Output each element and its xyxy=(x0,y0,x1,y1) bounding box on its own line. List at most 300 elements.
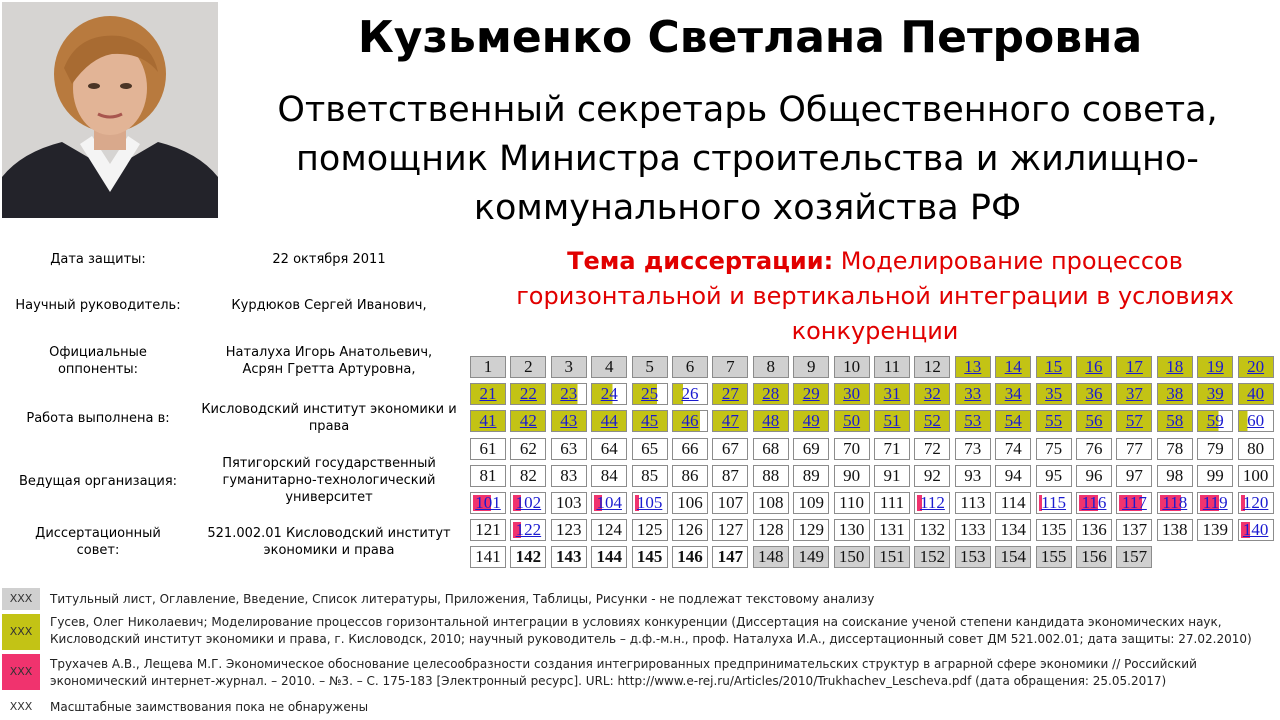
legend-swatch-pink: XXX xyxy=(2,654,40,690)
page-number: 64 xyxy=(600,438,618,458)
page-number: 141 xyxy=(475,547,501,567)
page-cell[interactable] xyxy=(1116,492,1152,514)
page-cell[interactable] xyxy=(1157,492,1193,514)
page-number: 150 xyxy=(838,547,865,567)
page-cell xyxy=(955,465,991,487)
page-number: 15 xyxy=(1045,357,1063,376)
page-cell xyxy=(834,465,870,487)
page-number: 95 xyxy=(1045,465,1063,485)
page-cell[interactable] xyxy=(470,492,506,514)
page-number: 45 xyxy=(641,411,659,431)
info-label: Научный руководитель: xyxy=(15,298,181,313)
page-number: 89 xyxy=(802,465,820,485)
page-number: 48 xyxy=(762,411,780,431)
page-cell xyxy=(672,546,708,568)
page-cell xyxy=(591,356,627,378)
page-number: 29 xyxy=(802,384,820,404)
legend-swatch-none: XXX xyxy=(2,698,40,716)
page-cell xyxy=(914,356,950,378)
page-cell xyxy=(632,465,668,487)
page-number: 36 xyxy=(1085,384,1103,404)
page-number: 124 xyxy=(596,520,622,540)
page-cell[interactable] xyxy=(995,383,1031,405)
legend-swatch-olive: XXX xyxy=(2,614,40,650)
page-cell xyxy=(1157,438,1193,460)
page-number: 101 xyxy=(475,493,501,512)
page-cell xyxy=(632,519,668,541)
page-number: 34 xyxy=(1004,384,1022,404)
page-number: 87 xyxy=(721,465,739,485)
page-number: 122 xyxy=(515,520,542,540)
page-number: 69 xyxy=(802,438,820,458)
page-cell xyxy=(672,438,708,460)
page-number: 76 xyxy=(1085,438,1103,458)
person-name: Кузьменко Светлана Петровна xyxy=(357,12,1143,63)
page-number: 7 xyxy=(726,357,735,376)
info-label: Работа выполнена в: xyxy=(26,411,170,426)
info-value: Пятигорский государственный гуманитарно-технологический университет xyxy=(222,456,436,505)
legend-text: Гусев, Олег Николаевич; Моделирование процессов горизонтальной интеграции в условиях конкуренции (Диссертация на соискание ученой степени кандидата экономических наук, Кисловодский институт экономики и права, г. Кисловодск, 2010; научный руководитель – д.ф.-м.н., проф. Наталуха И.А., диссертационный совет ДМ 521.002.01; дата защиты: 27.02.2010) xyxy=(50,615,1252,646)
page-cell[interactable] xyxy=(753,410,789,432)
info-value: Кисловодский институт экономики и права xyxy=(201,402,457,434)
page-cell[interactable] xyxy=(1197,356,1233,378)
page-cell[interactable] xyxy=(793,410,829,432)
page-cell xyxy=(995,546,1031,568)
page-cell[interactable] xyxy=(672,383,708,405)
page-number: 116 xyxy=(1081,493,1107,512)
page-cell xyxy=(1197,438,1233,460)
page-number: 83 xyxy=(560,465,578,485)
page-cell xyxy=(793,465,829,487)
page-cell xyxy=(591,465,627,487)
page-number: 112 xyxy=(919,493,945,512)
info-value: 22 октября 2011 xyxy=(272,252,386,267)
page-number: 52 xyxy=(923,411,941,431)
page-number: 111 xyxy=(879,493,905,512)
page-cell xyxy=(753,546,789,568)
page-number: 155 xyxy=(1040,547,1067,567)
page-cell xyxy=(1197,465,1233,487)
legend-text: Трухачев А.В., Лещева М.Г. Экономическое обоснование целесообразности создания интегрированных предпринимательских структур в аграрной сфере экономики // Российский экономический интернет-журнал. – 2010. – №3. – С. 175-183 [Электронный ресурс]. URL: http://www.e-rej.ru/Articles/2010/Trukhachev_Lescheva.pdf (дата обращения: 25.05.2017) xyxy=(50,657,1197,688)
page-cell xyxy=(995,492,1031,514)
page-cell xyxy=(793,356,829,378)
page-number: 133 xyxy=(960,520,986,540)
page-number: 110 xyxy=(839,493,865,512)
page-number: 140 xyxy=(1242,520,1269,540)
info-value: Курдюков Сергей Иванович, xyxy=(231,298,427,313)
page-cell[interactable] xyxy=(793,383,829,405)
page-cell xyxy=(834,356,870,378)
page-cell[interactable] xyxy=(1238,356,1274,378)
page-cell[interactable] xyxy=(712,383,748,405)
page-number: 125 xyxy=(636,520,663,540)
page-cell[interactable] xyxy=(1157,356,1193,378)
page-cell xyxy=(632,438,668,460)
page-cell xyxy=(1116,438,1152,460)
page-cell[interactable] xyxy=(632,383,668,405)
page-number: 22 xyxy=(519,384,537,404)
page-number: 99 xyxy=(1206,465,1224,485)
page-cell xyxy=(632,356,668,378)
page-cell xyxy=(874,519,910,541)
page-number: 11 xyxy=(883,357,901,376)
page-cell xyxy=(753,438,789,460)
page-cell xyxy=(955,546,991,568)
page-number: 105 xyxy=(636,493,663,512)
page-cell xyxy=(955,519,991,541)
page-cell xyxy=(753,356,789,378)
page-number: 139 xyxy=(1202,520,1228,540)
page-cell xyxy=(551,465,587,487)
page-number: 25 xyxy=(641,384,659,404)
page-cell[interactable] xyxy=(874,383,910,405)
page-cell[interactable] xyxy=(1116,356,1152,378)
position-line: Ответственный секретарь Общественного совета, xyxy=(277,90,1218,130)
page-cell xyxy=(672,492,708,514)
page-number: 77 xyxy=(1125,438,1143,458)
page-cell[interactable] xyxy=(1157,410,1193,432)
page-cell[interactable] xyxy=(1036,356,1072,378)
info-label: Официальные оппоненты: xyxy=(49,345,147,377)
page-cell xyxy=(793,546,829,568)
page-cell[interactable] xyxy=(1157,383,1193,405)
page-cell xyxy=(672,465,708,487)
page-cell xyxy=(712,438,748,460)
page-number: 135 xyxy=(1040,520,1067,540)
page-number: 85 xyxy=(641,465,659,485)
page-cell xyxy=(551,438,587,460)
page-cell xyxy=(1076,546,1112,568)
page-number: 10 xyxy=(843,357,861,376)
page-number: 49 xyxy=(802,411,820,431)
page-cell[interactable] xyxy=(632,492,668,514)
page-number: 117 xyxy=(1121,493,1147,512)
page-number: 128 xyxy=(758,520,784,540)
page-number: 43 xyxy=(560,411,578,431)
page-cell xyxy=(470,465,506,487)
page-number: 55 xyxy=(1045,411,1063,431)
page-cell[interactable] xyxy=(914,383,950,405)
page-cell xyxy=(874,492,910,514)
page-cell xyxy=(914,519,950,541)
page-number: 5 xyxy=(645,357,654,376)
page-number: 137 xyxy=(1121,520,1148,540)
page-number: 12 xyxy=(923,357,941,376)
page-number: 79 xyxy=(1206,438,1224,458)
page-number: 118 xyxy=(1162,493,1188,512)
page-number: 31 xyxy=(883,384,901,404)
page-number: 96 xyxy=(1085,465,1103,485)
page-cell[interactable] xyxy=(712,410,748,432)
page-cell xyxy=(1036,438,1072,460)
page-cell xyxy=(753,465,789,487)
page-number: 28 xyxy=(762,384,780,404)
page-cell[interactable] xyxy=(591,410,627,432)
page-cell xyxy=(672,519,708,541)
page-number: 152 xyxy=(919,547,946,567)
page-cell[interactable] xyxy=(955,410,991,432)
page-number: 60 xyxy=(1247,411,1265,431)
page-number: 44 xyxy=(600,411,618,431)
page-cell[interactable] xyxy=(510,519,546,541)
page-cell[interactable] xyxy=(1036,383,1072,405)
page-cell[interactable] xyxy=(914,410,950,432)
page-number: 156 xyxy=(1081,547,1107,567)
page-number: 38 xyxy=(1166,384,1184,404)
page-cell[interactable] xyxy=(1197,383,1233,405)
page-number: 127 xyxy=(717,520,744,540)
page-number: 33 xyxy=(964,384,982,404)
page-number: 78 xyxy=(1166,438,1184,458)
page-cell[interactable] xyxy=(510,410,546,432)
page-cell xyxy=(712,492,748,514)
page-cell[interactable] xyxy=(1197,492,1233,514)
page-number: 17 xyxy=(1125,357,1143,376)
page-cell[interactable] xyxy=(834,410,870,432)
page-number: 144 xyxy=(596,547,622,567)
page-number: 68 xyxy=(762,438,780,458)
page-number: 4 xyxy=(604,357,614,376)
page-cell[interactable] xyxy=(470,383,506,405)
page-number: 62 xyxy=(519,438,537,458)
page-number: 136 xyxy=(1081,520,1107,540)
page-cell xyxy=(914,546,950,568)
page-number: 143 xyxy=(556,547,582,567)
topic-label: Тема диссертации: xyxy=(567,247,834,275)
info-label: Диссертационный совет: xyxy=(35,526,161,558)
page-number: 50 xyxy=(843,411,861,431)
page-cell[interactable] xyxy=(1238,383,1274,405)
page-number: 58 xyxy=(1166,411,1184,431)
page-cell xyxy=(1036,465,1072,487)
page-cell[interactable] xyxy=(510,383,546,405)
page-cell xyxy=(551,492,587,514)
page-cell[interactable] xyxy=(470,410,506,432)
page-cell xyxy=(1116,465,1152,487)
page-number: 131 xyxy=(879,520,905,540)
info-value: 521.002.01 Кисловодский институт экономики и права xyxy=(207,526,451,558)
page-cell[interactable] xyxy=(551,383,587,405)
page-number: 53 xyxy=(964,411,982,431)
page-cell[interactable] xyxy=(1036,492,1072,514)
page-number: 46 xyxy=(681,411,699,431)
page-cell xyxy=(1157,519,1193,541)
page-cell[interactable] xyxy=(834,383,870,405)
page-cell[interactable] xyxy=(1116,410,1152,432)
page-number: 59 xyxy=(1206,411,1224,431)
page-number: 51 xyxy=(883,411,901,431)
legend-swatch-gray: XXX xyxy=(2,588,40,610)
page-number: 113 xyxy=(960,493,986,512)
page-cell[interactable] xyxy=(591,383,627,405)
page-number: 149 xyxy=(798,547,824,567)
page-number: 57 xyxy=(1125,411,1143,431)
page-number: 93 xyxy=(964,465,982,485)
page-cell xyxy=(712,356,748,378)
page-cell xyxy=(793,519,829,541)
page-number: 90 xyxy=(843,465,861,485)
page-cell xyxy=(834,546,870,568)
page-cell xyxy=(470,356,506,378)
page-cell xyxy=(874,438,910,460)
page-number: 80 xyxy=(1247,438,1265,458)
page-cell xyxy=(793,492,829,514)
page-cell xyxy=(834,492,870,514)
page-number: 73 xyxy=(964,438,982,458)
page-cell xyxy=(1157,465,1193,487)
page-cell[interactable] xyxy=(1238,410,1274,432)
page-cell xyxy=(591,546,627,568)
page-cell[interactable] xyxy=(914,492,950,514)
page-cell xyxy=(874,546,910,568)
page-cell xyxy=(1238,438,1274,460)
page-number: 130 xyxy=(838,520,865,540)
page-number: 30 xyxy=(843,384,861,404)
page-cell xyxy=(510,438,546,460)
page-number: 108 xyxy=(758,493,784,512)
page-cell xyxy=(995,519,1031,541)
page-cell[interactable] xyxy=(995,356,1031,378)
page-number: 27 xyxy=(721,384,739,404)
page-number: 2 xyxy=(524,357,533,376)
page-number: 91 xyxy=(883,465,901,485)
page-cell[interactable] xyxy=(874,410,910,432)
page-cell xyxy=(672,356,708,378)
page-cell[interactable] xyxy=(632,410,668,432)
page-number: 107 xyxy=(717,493,744,512)
page-number: 67 xyxy=(721,438,739,458)
page-cell xyxy=(995,465,1031,487)
page-number: 142 xyxy=(515,547,542,567)
page-number: 8 xyxy=(766,357,776,376)
page-cell xyxy=(712,546,748,568)
page-cell[interactable] xyxy=(1197,410,1233,432)
info-label: Дата защиты: xyxy=(50,252,146,267)
page-cell xyxy=(914,438,950,460)
page-number: 61 xyxy=(479,438,497,458)
page-number: 56 xyxy=(1085,411,1103,431)
page-cell[interactable] xyxy=(1238,492,1274,514)
page-number: 138 xyxy=(1162,520,1188,540)
page-cell xyxy=(1116,519,1152,541)
page-number: 42 xyxy=(519,411,537,431)
page-number: 21 xyxy=(479,384,497,404)
page-number: 20 xyxy=(1247,357,1265,376)
page-number: 88 xyxy=(762,465,780,485)
page-cell[interactable] xyxy=(955,383,991,405)
page-number: 146 xyxy=(677,547,703,567)
page-cell[interactable] xyxy=(1076,410,1112,432)
page-cell xyxy=(1197,519,1233,541)
page-cell xyxy=(591,519,627,541)
page-number: 65 xyxy=(641,438,659,458)
page-cell xyxy=(470,438,506,460)
page-number: 148 xyxy=(758,547,784,567)
page-number: 119 xyxy=(1202,493,1228,512)
page-number: 72 xyxy=(923,438,941,458)
page-cell xyxy=(1076,465,1112,487)
page-number: 19 xyxy=(1206,357,1224,376)
page-cell[interactable] xyxy=(1116,383,1152,405)
page-cell[interactable] xyxy=(1076,383,1112,405)
page-cell xyxy=(753,492,789,514)
page-cell xyxy=(753,519,789,541)
position-line: коммунального хозяйства РФ xyxy=(473,188,1022,228)
page-number: 100 xyxy=(1242,465,1269,485)
page-number: 123 xyxy=(556,520,582,540)
page-number: 86 xyxy=(681,465,699,485)
page-cell[interactable] xyxy=(591,492,627,514)
page-number: 71 xyxy=(883,438,901,458)
page-number: 82 xyxy=(519,465,537,485)
page-cell xyxy=(470,546,506,568)
page-number: 9 xyxy=(806,357,816,376)
topic-text: Моделирование процессов горизонтальной и вертикальной интеграции в условиях конкуренции xyxy=(516,247,1234,345)
page-cell xyxy=(995,438,1031,460)
page-number: 1 xyxy=(483,357,493,376)
page-number: 151 xyxy=(879,547,905,567)
page-number: 109 xyxy=(798,493,824,512)
page-number: 84 xyxy=(600,465,618,485)
page-cell xyxy=(1076,438,1112,460)
page-cell[interactable] xyxy=(510,492,546,514)
page-number: 120 xyxy=(1242,493,1269,512)
page-number: 145 xyxy=(636,547,663,567)
page-cell[interactable] xyxy=(1076,492,1112,514)
page-number: 23 xyxy=(560,384,578,404)
page-number: 66 xyxy=(681,438,699,458)
portrait-photo xyxy=(2,2,218,218)
page-cell xyxy=(834,438,870,460)
page-number: 115 xyxy=(1041,493,1067,512)
position-line: помощник Министра строительства и жилищно- xyxy=(296,139,1199,179)
page-cell[interactable] xyxy=(1238,519,1274,541)
page-cell xyxy=(1076,519,1112,541)
page-cell xyxy=(551,546,587,568)
page-number: 103 xyxy=(556,493,582,512)
page-cell[interactable] xyxy=(955,356,991,378)
page-cell xyxy=(914,465,950,487)
page-cell[interactable] xyxy=(672,410,708,432)
page-number: 154 xyxy=(1000,547,1026,567)
page-cell[interactable] xyxy=(995,410,1031,432)
page-number: 47 xyxy=(721,411,739,431)
page-cell xyxy=(955,492,991,514)
page-cell xyxy=(834,519,870,541)
page-number: 132 xyxy=(919,520,946,540)
page-cell[interactable] xyxy=(1076,356,1112,378)
page-number: 16 xyxy=(1085,357,1103,376)
page-cell xyxy=(1036,546,1072,568)
info-label: Ведущая организация: xyxy=(18,474,178,489)
page-number: 102 xyxy=(515,493,542,512)
legend-text: Титульный лист, Оглавление, Введение, Список литературы, Приложения, Таблицы, Рисунки - не подлежат текстовому анализу xyxy=(50,592,875,606)
dissertation-topic xyxy=(470,244,1280,349)
page-number: 92 xyxy=(923,465,941,485)
page-number: 94 xyxy=(1004,465,1022,485)
page-cell[interactable] xyxy=(753,383,789,405)
page-cell[interactable] xyxy=(1036,410,1072,432)
info-value: Наталуха Игорь Анатольевич, Асрян Гретта Артуровна, xyxy=(225,345,433,377)
page-number: 98 xyxy=(1166,465,1184,485)
page-number: 32 xyxy=(923,384,941,404)
page-number: 54 xyxy=(1004,411,1022,431)
page-number: 81 xyxy=(479,465,497,485)
page-number: 41 xyxy=(479,411,497,431)
page-cell[interactable] xyxy=(551,410,587,432)
page-number: 37 xyxy=(1125,384,1143,404)
page-cell xyxy=(510,356,546,378)
